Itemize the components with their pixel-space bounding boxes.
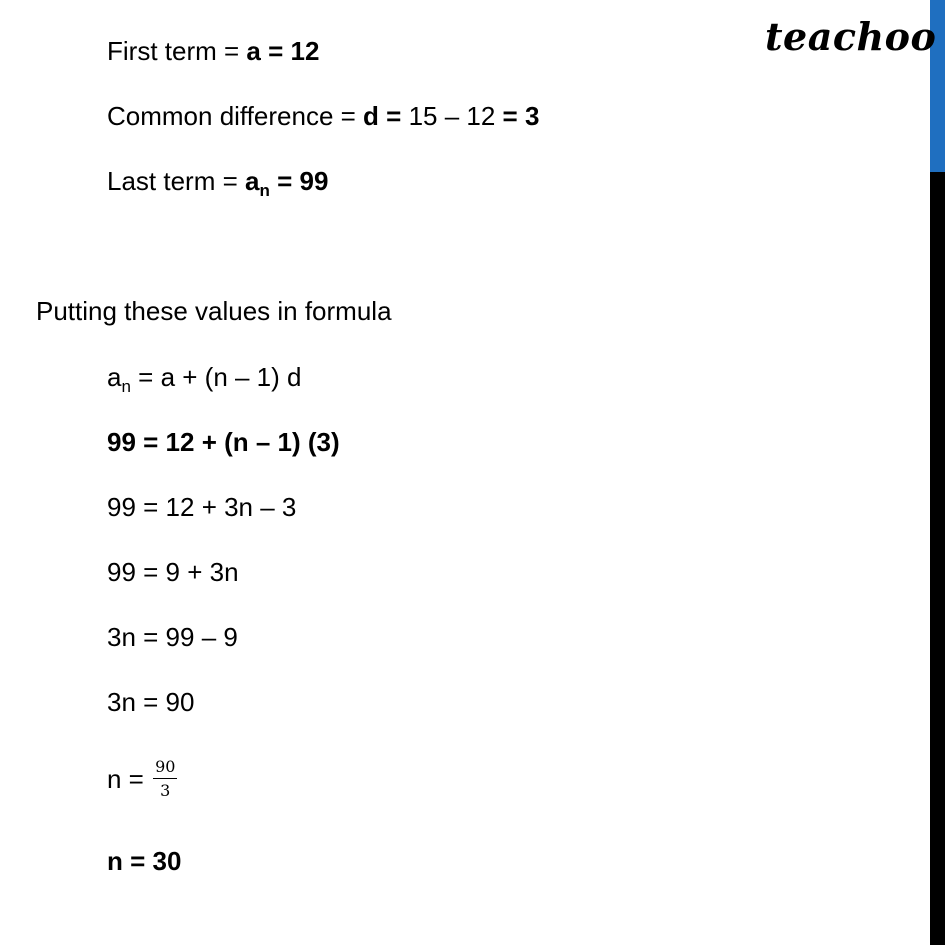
teachoo-logo: teachoo — [765, 14, 937, 59]
fraction-denominator: 3 — [160, 781, 171, 800]
first-term-value: a = 12 — [246, 36, 320, 66]
last-term-a: a — [245, 166, 260, 196]
last-term-line — [107, 166, 329, 200]
last-term-number: = 99 — [269, 166, 329, 196]
formula-a: a — [107, 362, 122, 392]
first-term-line — [107, 36, 319, 66]
simplify-step: 99 = 9 + 3n — [107, 557, 239, 587]
last-term-subscript: n — [259, 181, 270, 200]
intro-text: Putting these values in formula — [36, 296, 392, 326]
right-sidebar-bar — [930, 0, 945, 945]
product-step: 3n = 90 — [107, 687, 195, 717]
formula-line — [107, 362, 302, 396]
fraction-step — [107, 758, 177, 800]
first-term-label: First term = — [107, 36, 247, 66]
common-difference-line — [107, 101, 539, 131]
formula-subscript: n — [121, 377, 131, 396]
n-label: n = — [107, 764, 152, 794]
fraction-numerator: 90 — [153, 758, 177, 779]
answer-line — [107, 846, 181, 876]
answer-text: n = 30 — [107, 846, 182, 876]
substituted-equation — [107, 427, 340, 457]
common-difference-calc: 15 – 12 — [401, 101, 503, 131]
substituted-text: 99 = 12 + (n – 1) (3) — [107, 427, 340, 457]
formula-rest: = a + (n – 1) d — [130, 362, 302, 392]
fraction — [153, 758, 177, 800]
common-difference-d: d = — [363, 101, 402, 131]
rearrange-step: 3n = 99 – 9 — [107, 622, 238, 652]
common-difference-result: = 3 — [502, 101, 540, 131]
last-term-label: Last term = — [107, 166, 245, 196]
expand-step: 99 = 12 + 3n – 3 — [107, 492, 297, 522]
common-difference-label: Common difference = — [107, 101, 364, 131]
last-term-value — [245, 166, 329, 200]
